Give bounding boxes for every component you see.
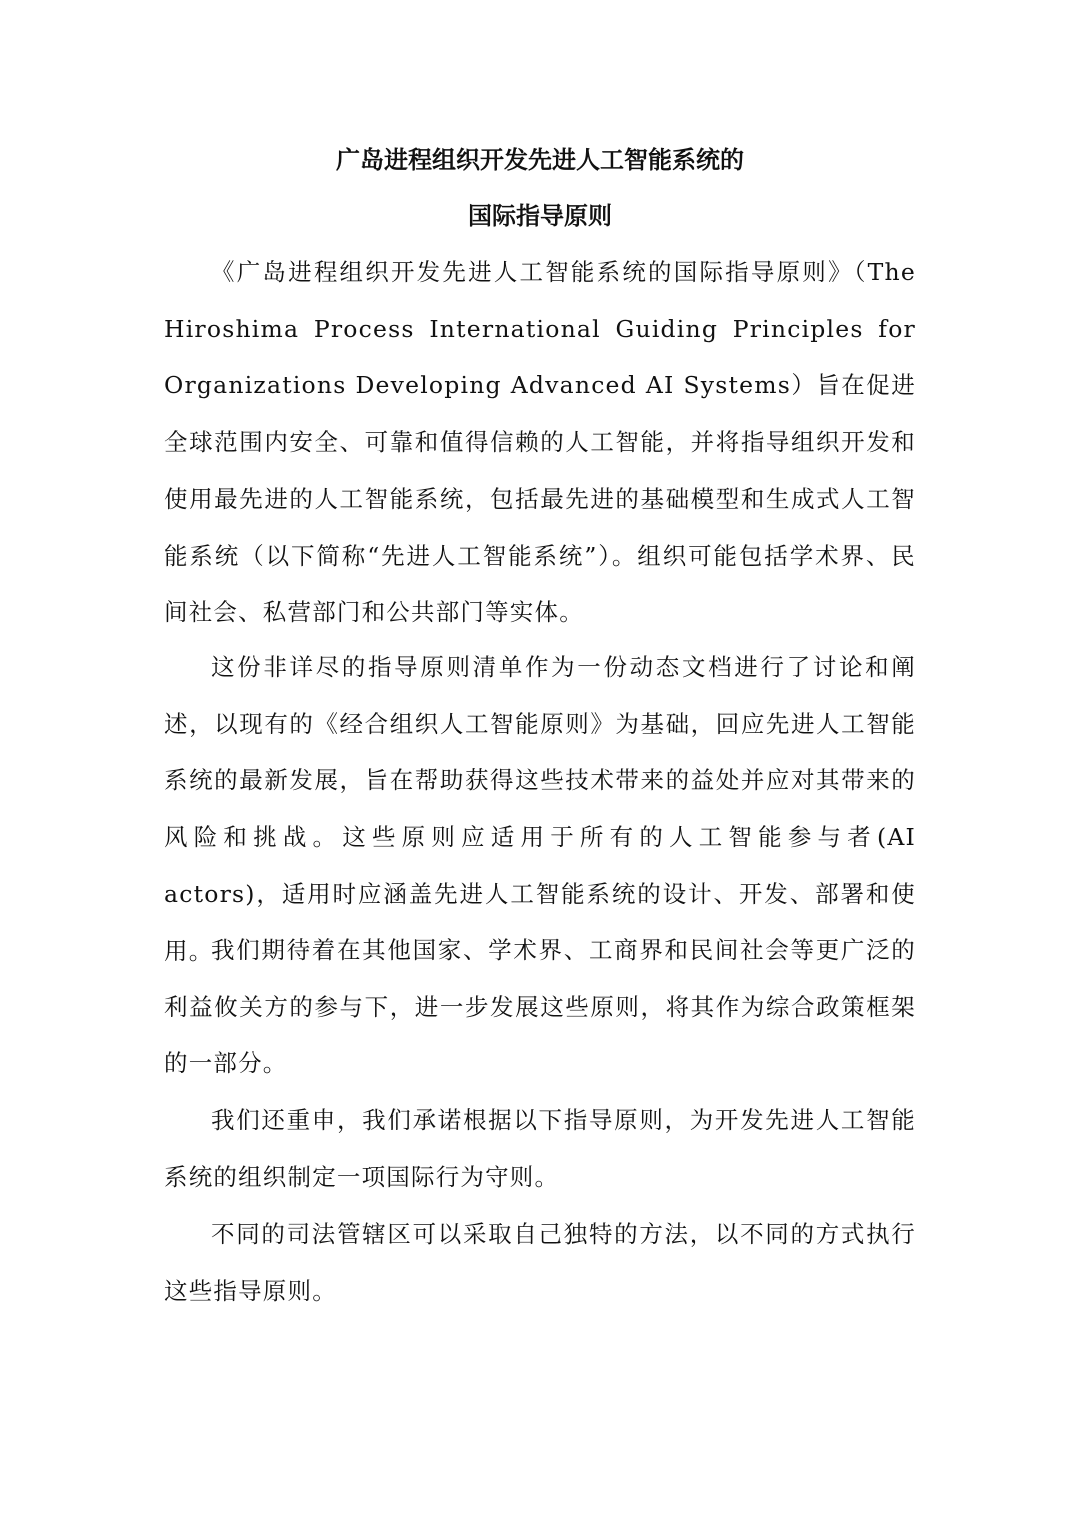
paragraph-4: 我们还重申，我们承诺根据以下指导原则，为开发先进人工智能系统的组织制定一项国际行为守则。 bbox=[164, 1106, 916, 1191]
paragraph-3: 我们期待着在其他国家、学术界、工商界和民间社会等更广泛的利益攸关方的参与下，进一步发展这些原则，将其作为综合政策框架的一部分。 bbox=[164, 936, 916, 1078]
paragraph-2: 这份非详尽的指导原则清单作为一份动态文档进行了讨论和阐述，以现有的《经合组织人工智能原则》为基础，回应先进人工智能系统的最新发展，旨在帮助获得这些技术带来的益处并应对其带来的风险和挑战。这些原则应适用于所有的人工智能参与者(AI actors)，适用时应涵盖先进人工智能系统的设计、开发、部署和使用。 bbox=[164, 653, 916, 965]
paragraph-3-block bbox=[164, 922, 916, 1092]
paragraph-1: 《广岛进程组织开发先进人工智能系统的国际指导原则》（The Hiroshima Process International Guiding Principles for Organizations Developing Advanced AI Systems）旨在促进全球范围内安全、可靠和值得信赖的人工智能，并将指导组织开发和使用最先进的人工智能系统，包括最先进的基础模型和生成式人工智能系统（以下简称“先进人工智能系统”）。组织可能包括学术界、民间社会、私营部门和公共部门等实体。 bbox=[164, 258, 916, 627]
paragraph-1-block bbox=[164, 244, 916, 641]
paragraph-4-block bbox=[164, 1092, 916, 1205]
paragraph-5-block bbox=[164, 1206, 916, 1319]
paragraph-5: 不同的司法管辖区可以采取自己独特的方法，以不同的方式执行这些指导原则。 bbox=[164, 1220, 916, 1305]
document-title-line-1: 广岛进程组织开发先进人工智能系统的 bbox=[336, 146, 744, 174]
document-title-line-2: 国际指导原则 bbox=[468, 202, 612, 230]
